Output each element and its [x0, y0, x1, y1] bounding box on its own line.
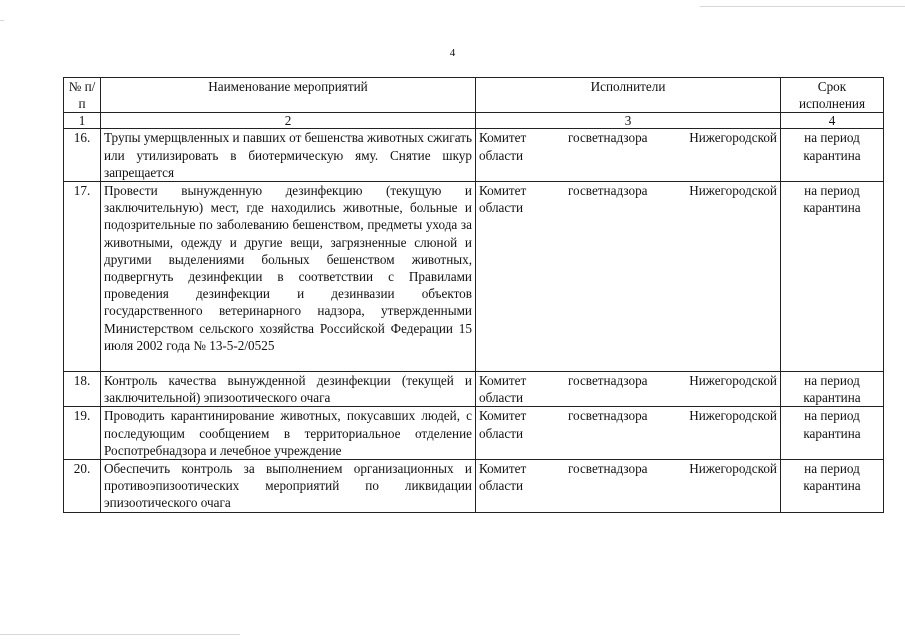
- executor-word: госветнадзора: [567, 130, 648, 146]
- measures-table: [63, 77, 884, 513]
- term: на период карантина: [781, 407, 884, 460]
- table-row: [64, 460, 884, 513]
- executor-word: госветнадзора: [567, 408, 648, 424]
- executor-word: Комитет: [479, 373, 527, 389]
- measure-name: Трупы умерщвленных и павших от бешенства животных сжигать или утилизировать в биотермическую яму. Снятие шкур запрещается: [101, 129, 476, 182]
- executor-line: [479, 460, 777, 477]
- scan-artifact-bottom-left: [0, 634, 240, 635]
- header-num: № п/п: [64, 78, 101, 113]
- column-index: 3: [476, 113, 781, 129]
- header-executors: Исполнители: [476, 78, 781, 113]
- executor-word: Нижегородской: [689, 373, 777, 389]
- executor-word: Нижегородской: [689, 183, 777, 199]
- term: на период карантина: [781, 129, 884, 182]
- row-number: 18.: [64, 372, 101, 407]
- executor: [476, 460, 781, 513]
- header-name: Наименование мероприятий: [101, 78, 476, 113]
- term: на период карантина: [781, 182, 884, 372]
- table-header-row: [64, 78, 884, 113]
- executor-region: области: [479, 390, 524, 406]
- executor-word: Комитет: [479, 183, 527, 199]
- executor-word: Нижегородской: [689, 461, 777, 477]
- executor-region: области: [479, 147, 524, 163]
- scan-artifact-top-left: [0, 20, 4, 21]
- measure-name: Проводить карантинирование животных, покусавших людей, с последующим сообщением в территориальное отделение Роспотребнадзора и лечебное учреждение: [101, 407, 476, 460]
- page-number: 4: [449, 47, 456, 59]
- table-row: [64, 372, 884, 407]
- executor-word: Комитет: [479, 408, 527, 424]
- executor-word: Нижегородской: [689, 130, 777, 146]
- executor-word: госветнадзора: [567, 373, 648, 389]
- measure-name: Обеспечить контроль за выполнением организационных и противоэпизоотических мероприятий по ликвидации эпизоотического очага: [101, 460, 476, 513]
- column-index: 2: [101, 113, 476, 129]
- header-term: Срок исполнения: [781, 78, 884, 113]
- executor: [476, 129, 781, 182]
- executor-line: [479, 407, 777, 424]
- term: на период карантина: [781, 372, 884, 407]
- column-index: 1: [64, 113, 101, 129]
- row-number: 19.: [64, 407, 101, 460]
- executor-region: области: [479, 478, 524, 494]
- executor: [476, 182, 781, 372]
- executor-line: [479, 182, 777, 199]
- measure-name: Провести вынужденную дезинфекцию (текущую и заключительную) мест, где находились животные, больные и подозрительные по заболеванию бешенством, предметы ухода за животными, одежду и другие вещи, загрязненные слюной и другими выделениями больных бешенством животных, подвергнуть дезинфекции в соответствии с Правилами проведения дезинфекции и дезинвазии объектов государственного ветеринарного надзора, утвержденными Министерством сельского хозяйства Российской Федерации 15 июля 2002 года № 13-5-2/0525: [101, 182, 476, 372]
- measure-name: Контроль качества вынужденной дезинфекции (текущей и заключительной) эпизоотического очага: [101, 372, 476, 407]
- executor-word: госветнадзора: [567, 461, 648, 477]
- executor-line: [479, 129, 777, 146]
- executor-word: Комитет: [479, 461, 527, 477]
- row-number: 16.: [64, 129, 101, 182]
- row-number: 17.: [64, 182, 101, 372]
- executor-region: области: [479, 425, 524, 441]
- executor-word: госветнадзора: [567, 183, 648, 199]
- executor: [476, 407, 781, 460]
- table-row: [64, 129, 884, 182]
- term: на период карантина: [781, 460, 884, 513]
- executor-line: [479, 372, 777, 389]
- executor-region: области: [479, 200, 524, 216]
- row-number: 20.: [64, 460, 101, 513]
- table-row: [64, 182, 884, 372]
- executor-word: Комитет: [479, 130, 527, 146]
- table-row: [64, 407, 884, 460]
- executor: [476, 372, 781, 407]
- column-index: 4: [781, 113, 884, 129]
- scan-artifact-top-right: [700, 6, 905, 7]
- executor-word: Нижегородской: [689, 408, 777, 424]
- column-index-row: [64, 113, 884, 129]
